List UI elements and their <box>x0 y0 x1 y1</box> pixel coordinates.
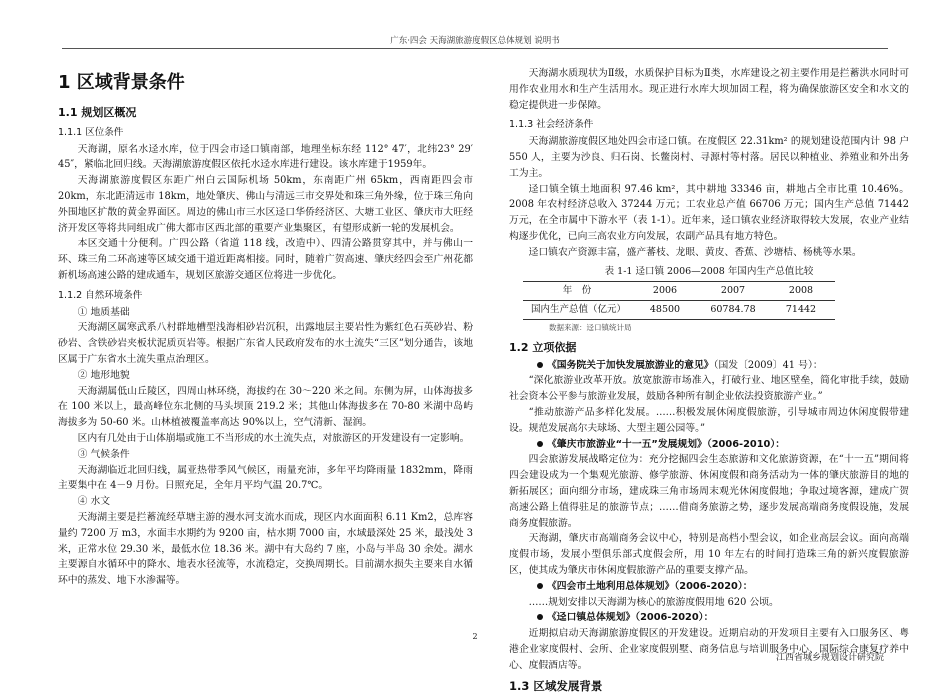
table-header-cell: 2008 <box>767 282 835 301</box>
paragraph: 迳口镇全镇土地面积 97.46 km²，其中耕地 33346 亩，耕地占全市比重 10.46%。2008 年农村经济总收入 37244 万元；工农业总产值 66706 万元；国内生产总值 71442 万元，在全市属中下游水平（表 1-1）。近年来，迳口镇农业经济取得较大发展，农业产业结构逐步优化，已向三高农业方向发展，农副产品具有地方特色。 <box>509 183 909 242</box>
section-heading: 1.3 区域发展背景 <box>509 679 603 694</box>
bullet-title: 《迳口镇总体规划》 <box>547 612 636 624</box>
bullet-title: 《四会市土地利用总体规划》 <box>547 580 675 592</box>
gdp-table <box>523 281 835 320</box>
table-cell: 国内生产总值（亿元） <box>523 301 631 320</box>
paragraph: 天海湖，肇庆市高端商务会议中心，特别是高档小型会议，如企业高层会议。面向高端度假市场，发展小型俱乐部式度假会所，用 10 年左右的时间打造珠三角的新兴度假旅游区，使其成为肇庆市休闲度假旅游产品的重要支撑产品。 <box>509 533 909 576</box>
section-heading: 1.2 立项依据 <box>509 340 577 354</box>
page-number: 2 <box>472 632 478 641</box>
paragraph: 近期拟启动天海湖旅游度假区的开发建设。近期启动的开发项目主要有入口服务区、粤港企业家度假村、会所、企业家度假别墅、商务信息与培训服务中心、国际综合康复疗养中心、度假酒店等。 <box>509 628 909 671</box>
list-item-heading: ① 地质基础 <box>77 306 130 318</box>
subsection-heading: 1.1.3 社会经济条件 <box>509 119 594 131</box>
paragraph: 天海湖旅游度假区东距广州白云国际机场 50km，东南距广州 65km，西南距四会市20km，东北距清远市 18km，地处肇庆、佛山与清远三市交界处和珠三角外缘，位于珠三角向外围地区扩散的黄金界面区。周边的佛山市三水区迳口华侨经济区、大塘工业区、肇庆市大旺经济开发区等将共同组成广佛大都市区西北部的重要产业集聚区，有望形成新一轮的发展机会。 <box>58 175 473 234</box>
bullet-suffix: （2006-2010）： <box>706 438 786 450</box>
paragraph: 天海湖，原名水迳水库，位于四会市迳口镇南部，地理坐标东经 112° 47′，北纬23° 29′ 45″，紧临北回归线。天海湖旅游度假区依托水迳水库进行建设。该水库建于1959年。 <box>58 143 473 171</box>
list-item-heading: ④ 水文 <box>77 496 111 508</box>
bullet-item <box>509 358 909 374</box>
paragraph: 天海湖区属寒武系八村群地槽型浅海相砂岩沉积，出露地层主要岩性为紫红色石英砂岩、粉砂岩、含铁砂岩夹板状泥质页岩等。根据广东省人民政府发布的水土流失“三区”划分通告，该地区属于广东省水土流失重点治理区。 <box>58 322 473 365</box>
section-heading: 1.1 规划区概况 <box>58 106 137 119</box>
table-cell: 48500 <box>631 301 699 320</box>
subsection-heading: 1.1.2 自然环境条件 <box>58 289 143 301</box>
right-column <box>509 66 909 697</box>
paragraph: 区内有几处由于山体崩塌或施工不当形成的水土流失点，对旅游区的开发建设有一定影响。 <box>77 432 470 444</box>
paragraph: “深化旅游业改革开放。放宽旅游市场准入，打破行业、地区壁垒，简化审批手续，鼓励社会资本公平参与旅游业发展，鼓励各种所有制企业依法投资旅游产业。” <box>509 375 909 403</box>
running-title: 广东·四会 天海湖旅游度假区总体规划 说明书 <box>390 36 560 46</box>
paragraph: 天海湖属低山丘陵区，四周山林环绕，海拔约在 30～220 米之间。东侧为屏，山体海拔多在 100 米以上，最高峰位东北侧的马头坝顶 219.2 米；其他山体海拔多在 70-80 米湖中岛屿海拔多为 50-60 米。山林植被覆盖率高达 90%以上，空气清新、湿润。 <box>58 385 473 429</box>
table-header-row <box>523 282 835 301</box>
bullet-icon <box>537 441 543 447</box>
paragraph: 四会旅游发展战略定位为：充分挖掘四会生态旅游和文化旅游资源，在“十一五”期间将四会建设成为一个集观光旅游、修学旅游、休闲度假和商务活动为一体的肇庆旅游目的地的新拓展区；面向细分市场，建成珠三角市场周末观光休闲度假地；争取过境客源，建成广贺高速公路上值得驻足的旅游节点；……借商务旅游之势，逐步发展高端商务度假设施，发展商务度假旅游。 <box>509 454 909 529</box>
bullet-title: 《国务院关于加快发展旅游业的意见》 <box>547 359 714 371</box>
bullet-icon <box>537 362 543 368</box>
table-row <box>523 301 835 320</box>
bullet-icon <box>537 583 543 589</box>
bullet-suffix: （2006-2020）： <box>674 580 753 592</box>
paragraph: 天海湖水质现状为Ⅱ级，水质保护目标为Ⅱ类，水库建设之初主要作用是拦蓄洪水同时可用作农业用水和生产生活用水。现正进行水库大坝加固工程，将为确保旅游区安全和水文的稳定提供进一步保障。 <box>509 68 909 111</box>
table-header-cell: 年 份 <box>523 282 631 301</box>
bullet-icon <box>537 614 543 620</box>
paragraph: 迳口镇农产资源丰富，盛产蕃枝、龙眼、黄皮、香蕉、沙塘桔、杨桃等水果。 <box>528 246 862 258</box>
left-column <box>58 66 473 589</box>
list-item-heading: ② 地形地貌 <box>77 369 130 381</box>
list-item-heading: ③ 气候条件 <box>77 448 130 460</box>
paragraph: “推动旅游产品多样化发展。……积极发展休闲度假旅游，引导城市周边休闲度假带建设。规范发展高尔夫球场、大型主题公园等。” <box>509 406 909 434</box>
bullet-suffix: （国发〔2009〕41 号）： <box>713 359 823 371</box>
paragraph: 天海湖主要是拦蓄流经草塘主游的漫水河支流水而成，现区内水面面积 6.11 Km2，总库容量约 7200 万 m3，水面丰水期约为 9200 亩，枯水期 7000 亩，水域最深处 25 米，最浅处 3 米，正常水位 29.30 米，最低水位 18.36 米。湖中有大岛约 7 座，小岛与半岛 30 余处。湖水主要源自水循环中的降水、地表水径流等，水流稳定，交换周期长。目前湖水损失主要来自水循环中的蒸发、地下水渗漏等。 <box>58 511 473 587</box>
paragraph: 天海湖旅游度假区地处四会市迳口镇。在度假区 22.31km² 的规划建设范围内计 98 户 550 人，主要为沙良、归石岗、长鳖岗村、寻源村等村落。居民以种植业、养殖业和外出务工为主。 <box>509 136 909 179</box>
chapter-title: 1 区域背景条件 <box>58 72 185 93</box>
table-cell: 71442 <box>767 301 835 320</box>
bullet-item <box>509 437 909 453</box>
table-header-cell: 2007 <box>699 282 767 301</box>
table-source-note: 数据来源：迳口镇统计局 <box>549 322 632 332</box>
header-rule <box>62 48 888 49</box>
bullet-item <box>509 610 909 626</box>
footer-organization: 江西省城乡规划设计研究院 <box>775 653 884 663</box>
paragraph: 本区交通十分便利。广四公路（省道 118 线，改造中）、四清公路贯穿其中，并与佛山一环、珠三角二环高速等区域交通干道近距离相接。同时，随着广贺高速、肇庆经四会至广州花都新机场高速公路的建成通车，规划区旅游交通区位将进一步优化。 <box>58 238 473 281</box>
table-cell: 60784.78 <box>699 301 767 320</box>
table-caption: 表 1-1 迳口镇 2006—2008 年国内生产总值比较 <box>604 265 814 277</box>
bullet-suffix: （2006-2020）： <box>635 612 714 624</box>
subsection-heading: 1.1.1 区位条件 <box>58 126 124 138</box>
paragraph: ……规划安排以天海湖为核心的旅游度假用地 620 公顷。 <box>528 596 779 608</box>
table-header-cell: 2006 <box>631 282 699 301</box>
paragraph: 天海湖临近北回归线，属亚热带季风气候区，雨量充沛，多年平均降雨量 1832mm，降雨主要集中在 4－9 月份。日照充足，全年月平均气温 20.7℃。 <box>58 464 473 492</box>
bullet-item <box>509 579 909 595</box>
bullet-title: 《肇庆市旅游业“十一五”发展规划》 <box>547 438 707 450</box>
